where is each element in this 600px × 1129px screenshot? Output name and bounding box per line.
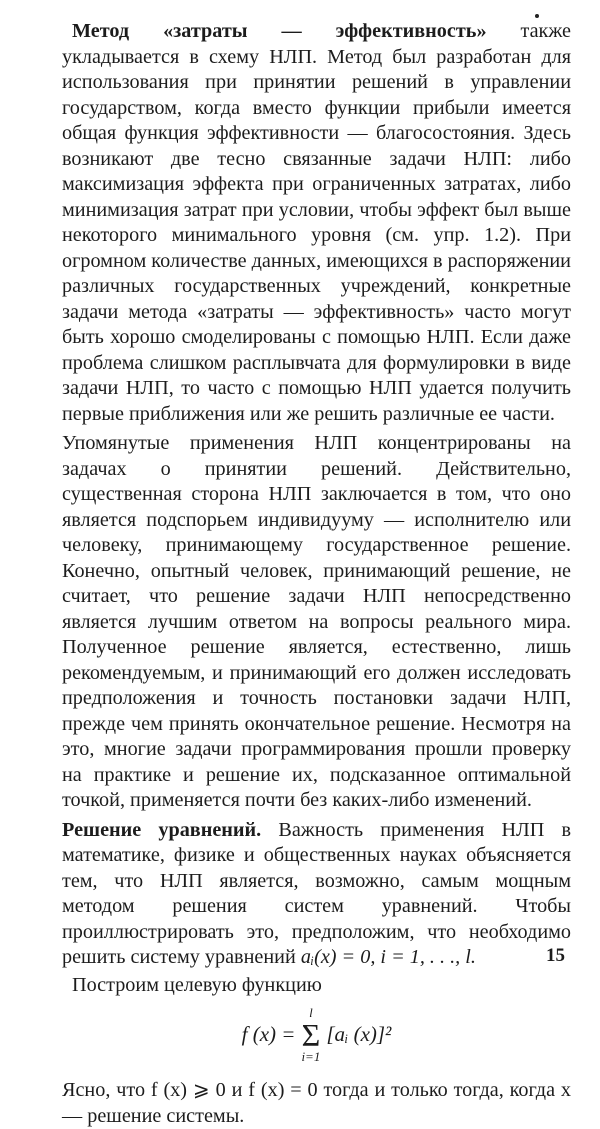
- section-heading-cost-effectiveness: Метод «затраты — эффективность»: [72, 20, 487, 42]
- formula-rhs: [aᵢ (x)]²: [326, 1022, 392, 1047]
- paragraph-cost-effectiveness: [62, 19, 571, 427]
- inline-formula: aᵢ(x) = 0, i = 1, . . ., l.: [300, 946, 476, 968]
- page-body: [62, 19, 571, 1129]
- paragraph-objective-intro: Построим целевую функцию: [72, 973, 322, 996]
- paragraph-decision-making: Упомянутые применения НЛП концентрированы на задачах о принятии решений. Действительно, существенная сторона НЛП заключается в том, что оно является подспорьем индивидууму — исполнителю или человеку, принимающему государственное решение. Конечно, опытный человек, принимающий решение, не считает, что решение задачи НЛП непосредственно является лучшим ответом на вопросы реального мира. Полученное решение является, естественно, лишь рекомендуемым, и принимающий его должен исследовать предположения и точность постановки задачи НЛП, прежде чем принять окончательное решение. Несмотря на это, многие задачи программирования прошли проверку на практике и решение их, подсказанное оптимальной точкой, применяется почти без каких-либо изменений.: [62, 432, 571, 811]
- print-speck: [535, 14, 539, 18]
- paragraph-equations: [62, 818, 571, 971]
- paragraph-conclusion: Ясно, что f (x) ⩾ 0 и f (x) = 0 тогда и только тогда, когда x — решение системы.: [62, 1079, 571, 1127]
- sum-operator: [301, 1006, 320, 1064]
- paragraph-text: также укладывается в схему НЛП. Метод был разработан для использования при принятии решений в управлении государством, когда вместо функции прибыли имеется общая функция эффективности — благосостояния. Здесь возникают две тесно связанные задачи НЛП: либо максимизация эффекта при ограниченных затратах, либо минимизация затрат при условии, чтобы эффект был выше некоторого минимального уровня (см. упр. 1.2). При огромном количестве данных, имеющихся в распоряжении различных государственных учреждений, конкретные задачи метода «затраты — эффективность» часто могут быть хорошо смоделированы с помощью НЛП. Если даже проблема слишком расплывчата для формулировки в виде задачи НЛП, то часто с помощью НЛП удается получить первые приближения или же решить различные ее части.: [62, 20, 571, 425]
- paragraph-text: Важность применения НЛП в математике, физике и общественных науках объясняется тем, что НЛП является, возможно, самым мощным методом решения систем уравнений. Чтобы проиллюстрировать это, предположим, что необходимо решить систему уравнений: [62, 818, 571, 968]
- page-number: 15: [546, 945, 565, 966]
- section-heading-equations: Решение уравнений.: [62, 818, 262, 841]
- display-formula: [62, 998, 571, 1072]
- formula-lhs: f (x) =: [241, 1022, 296, 1047]
- sum-lower-limit: i=1: [301, 1049, 321, 1064]
- sum-symbol: Σ: [301, 1017, 321, 1053]
- sum-upper-limit: l: [309, 1005, 313, 1020]
